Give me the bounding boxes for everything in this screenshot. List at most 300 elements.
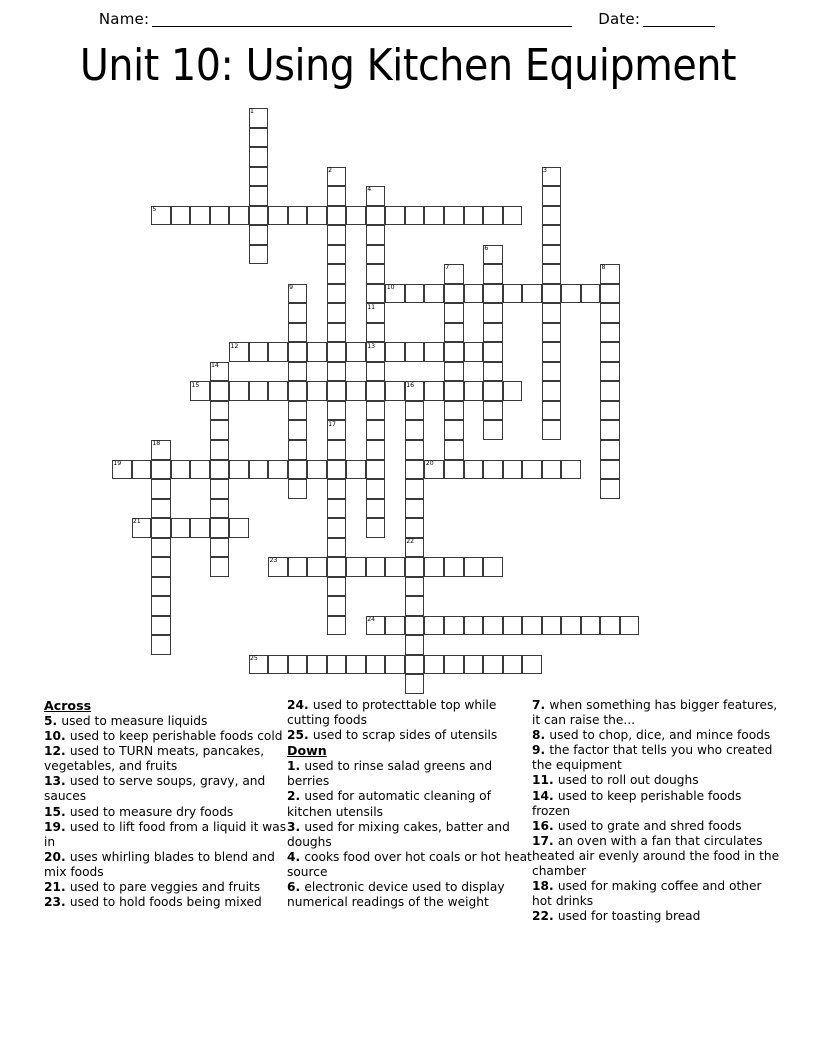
crossword-cell[interactable] [366,323,386,343]
crossword-cell[interactable] [600,401,620,421]
crossword-cell[interactable] [483,381,503,401]
clue-item [287,789,532,819]
crossword-cell[interactable] [405,460,425,480]
crossword-cell[interactable] [288,655,308,675]
crossword-cell[interactable] [444,460,464,480]
clue-text: used to keep perishable foods frozen [532,788,742,818]
crossword-clue-number: 22 [406,537,415,545]
crossword-cell[interactable] [542,342,562,362]
crossword-cell[interactable] [327,420,347,440]
crossword-cell[interactable] [366,264,386,284]
crossword-cell[interactable] [405,518,425,538]
crossword-cell[interactable] [366,557,386,577]
crossword-cell[interactable] [151,206,171,226]
crossword-cell[interactable] [249,128,269,148]
crossword-cell[interactable] [210,401,230,421]
crossword-cell[interactable] [483,206,503,226]
crossword-cell[interactable] [366,206,386,226]
crossword-cell[interactable] [307,460,327,480]
crossword-cell[interactable] [405,381,425,401]
crossword-cell[interactable] [327,167,347,187]
crossword-cell[interactable] [424,206,444,226]
crossword-cell[interactable] [288,460,308,480]
crossword-clue-number: 19 [113,459,122,467]
crossword-cell[interactable] [249,225,269,245]
crossword-cell[interactable] [542,381,562,401]
crossword-cell[interactable] [444,303,464,323]
crossword-cell[interactable] [464,557,484,577]
crossword-cell[interactable] [464,284,484,304]
crossword-cell[interactable] [542,420,562,440]
crossword-cell[interactable] [346,557,366,577]
crossword-cell[interactable] [268,206,288,226]
crossword-cell[interactable] [483,264,503,284]
crossword-cell[interactable] [542,167,562,187]
crossword-cell[interactable] [151,577,171,597]
crossword-cell[interactable] [366,440,386,460]
crossword-cell[interactable] [600,303,620,323]
crossword-cell[interactable] [307,342,327,362]
crossword-cell[interactable] [366,362,386,382]
crossword-cell[interactable] [385,342,405,362]
crossword-cell[interactable] [210,381,230,401]
crossword-cell[interactable] [268,342,288,362]
crossword-cell[interactable] [503,460,523,480]
crossword-cell[interactable] [483,655,503,675]
crossword-cell[interactable] [151,460,171,480]
clue-text: used to TURN meats, pancakes, vegetables, and fruits [44,744,265,774]
crossword-cell[interactable] [327,186,347,206]
crossword-cell[interactable] [542,616,562,636]
crossword-cell[interactable] [424,655,444,675]
crossword-clue-number: 25 [250,655,258,663]
crossword-cell[interactable] [600,264,620,284]
crossword-cell[interactable] [327,206,347,226]
crossword-cell[interactable] [112,460,132,480]
crossword-cell[interactable] [249,206,269,226]
crossword-cell[interactable] [366,381,386,401]
crossword-cell[interactable] [307,655,327,675]
name-label: Name: [98,10,150,28]
crossword-cell[interactable] [327,440,347,460]
crossword-cell[interactable] [249,167,269,187]
crossword-cell[interactable] [366,499,386,519]
clue-text: used to roll out doughs [557,773,699,788]
crossword-cell[interactable] [483,616,503,636]
crossword-cell[interactable] [483,342,503,362]
crossword-cell[interactable] [327,499,347,519]
crossword-cell[interactable] [327,655,347,675]
crossword-cell[interactable] [327,323,347,343]
crossword-cell[interactable] [268,381,288,401]
crossword-cell[interactable] [132,518,152,538]
crossword-cell[interactable] [151,518,171,538]
crossword-cell[interactable] [151,635,171,655]
crossword-cell[interactable] [366,303,386,323]
crossword-cell[interactable] [288,557,308,577]
crossword-cell[interactable] [327,342,347,362]
crossword-cell[interactable] [444,420,464,440]
crossword-cell[interactable] [600,440,620,460]
clue-text: used to lift food from a liquid it was in [44,819,287,849]
crossword-cell[interactable] [210,420,230,440]
crossword-cell[interactable] [561,460,581,480]
clue-item [44,744,287,774]
crossword-cell[interactable] [424,616,444,636]
clue-item [44,850,287,880]
crossword-cell[interactable] [464,342,484,362]
crossword-cell[interactable] [542,460,562,480]
crossword-cell[interactable] [366,401,386,421]
crossword-cell[interactable] [581,284,601,304]
clue-text: used for toasting bread [557,909,701,924]
crossword-cell[interactable] [229,518,249,538]
clue-item [532,743,780,773]
crossword-cell[interactable] [542,303,562,323]
crossword-cell[interactable] [210,557,230,577]
crossword-cell[interactable] [327,577,347,597]
crossword-cell[interactable] [288,284,308,304]
crossword-cell[interactable] [542,245,562,265]
crossword-cell[interactable] [405,635,425,655]
crossword-cell[interactable] [600,460,620,480]
clue-item [287,759,532,789]
crossword-cell[interactable] [366,616,386,636]
crossword-cell[interactable] [385,381,405,401]
crossword-cell[interactable] [503,381,523,401]
clue-item [532,834,780,879]
clue-number: 2. [287,789,305,804]
crossword-cell[interactable] [542,225,562,245]
crossword-cell[interactable] [542,284,562,304]
crossword-cell[interactable] [327,557,347,577]
crossword-cell[interactable] [483,401,503,421]
crossword-cell[interactable] [405,420,425,440]
crossword-cell[interactable] [522,616,542,636]
crossword-cell[interactable] [424,284,444,304]
crossword-cell[interactable] [151,538,171,558]
crossword-cell[interactable] [346,460,366,480]
crossword-cell[interactable] [424,460,444,480]
crossword-cell[interactable] [424,342,444,362]
crossword-cell[interactable] [366,655,386,675]
crossword-cell[interactable] [249,655,269,675]
crossword-cell[interactable] [405,655,425,675]
crossword-cell[interactable] [542,323,562,343]
crossword-cell[interactable] [327,596,347,616]
crossword-cell[interactable] [346,206,366,226]
clue-number: 5. [44,714,62,728]
crossword-clue-number: 16 [406,381,415,389]
crossword-cell[interactable] [171,518,191,538]
crossword-cell[interactable] [444,616,464,636]
crossword-cell[interactable] [229,460,249,480]
clue-lists [44,698,784,924]
crossword-cell[interactable] [307,206,327,226]
crossword-cell[interactable] [210,440,230,460]
crossword-cell[interactable] [444,323,464,343]
clue-number: 4. [287,849,305,864]
crossword-cell[interactable] [327,264,347,284]
crossword-cell[interactable] [542,401,562,421]
crossword-cell[interactable] [288,303,308,323]
crossword-cell[interactable] [229,206,249,226]
crossword-clue-number: 3 [542,166,547,174]
crossword-cell[interactable] [600,420,620,440]
crossword-cell[interactable] [249,342,269,362]
crossword-cell[interactable] [307,381,327,401]
crossword-cell[interactable] [327,245,347,265]
crossword-cell[interactable] [483,323,503,343]
crossword-cell[interactable] [405,674,425,694]
crossword-cell[interactable] [503,655,523,675]
crossword-cell[interactable] [483,557,503,577]
crossword-cell[interactable] [444,381,464,401]
crossword-cell[interactable] [249,381,269,401]
crossword-clue-number: 9 [289,283,293,291]
crossword-cell[interactable] [288,206,308,226]
crossword-cell[interactable] [190,518,210,538]
crossword-cell[interactable] [522,460,542,480]
clue-item [532,789,780,819]
crossword-cell[interactable] [210,206,230,226]
crossword-cell[interactable] [288,420,308,440]
crossword-cell[interactable] [600,362,620,382]
crossword-cell[interactable] [483,362,503,382]
crossword-cell[interactable] [151,499,171,519]
crossword-cell[interactable] [542,186,562,206]
crossword-cell[interactable] [229,381,249,401]
crossword-cell[interactable] [190,381,210,401]
crossword-cell[interactable] [366,518,386,538]
crossword-cell[interactable] [444,362,464,382]
crossword-cell[interactable] [464,616,484,636]
crossword-cell[interactable] [366,479,386,499]
crossword-cell[interactable] [385,616,405,636]
crossword-cell[interactable] [522,655,542,675]
clue-item [532,819,780,834]
crossword-cell[interactable] [366,284,386,304]
clue-item [532,773,780,788]
crossword-cell[interactable] [405,596,425,616]
crossword-cell[interactable] [327,401,347,421]
crossword-cell[interactable] [327,362,347,382]
crossword-cell[interactable] [444,342,464,362]
crossword-cell[interactable] [366,420,386,440]
crossword-cell[interactable] [249,460,269,480]
crossword-cell[interactable] [464,381,484,401]
crossword-cell[interactable] [366,460,386,480]
crossword-cell[interactable] [561,616,581,636]
crossword-cell[interactable] [503,616,523,636]
crossword-cell[interactable] [288,401,308,421]
crossword-cell[interactable] [268,557,288,577]
crossword-cell[interactable] [444,284,464,304]
crossword-cell[interactable] [385,206,405,226]
crossword-cell[interactable] [210,518,230,538]
crossword-cell[interactable] [327,460,347,480]
crossword-cell[interactable] [483,420,503,440]
crossword-cell[interactable] [249,108,269,128]
clue-number: 11. [532,773,558,788]
clue-text: used to grate and shred foods [557,818,742,833]
crossword-cell[interactable] [581,616,601,636]
crossword-cell[interactable] [327,225,347,245]
crossword-cell[interactable] [268,460,288,480]
crossword-cell[interactable] [249,186,269,206]
crossword-cell[interactable] [600,381,620,401]
crossword-cell[interactable] [249,147,269,167]
crossword-cell[interactable] [405,538,425,558]
crossword-cell[interactable] [444,655,464,675]
crossword-cell[interactable] [327,616,347,636]
crossword-cell[interactable] [424,557,444,577]
crossword-cell[interactable] [327,381,347,401]
clue-number: 19. [44,819,70,834]
crossword-cell[interactable] [132,460,152,480]
crossword-cell[interactable] [444,401,464,421]
crossword-cell[interactable] [327,479,347,499]
crossword-clue-number: 17 [328,420,336,428]
crossword-cell[interactable] [464,206,484,226]
crossword-cell[interactable] [405,616,425,636]
crossword-cell[interactable] [542,264,562,284]
crossword-cell[interactable] [327,284,347,304]
crossword-cell[interactable] [171,206,191,226]
crossword-cell[interactable] [366,225,386,245]
crossword-cell[interactable] [424,381,444,401]
crossword-cell[interactable] [210,460,230,480]
clue-text: when something has bigger features, it can raise the... [532,698,778,728]
clue-number: 24. [287,698,313,712]
crossword-cell[interactable] [229,342,249,362]
crossword-cell[interactable] [385,284,405,304]
crossword-cell[interactable] [503,284,523,304]
crossword-cell[interactable] [464,460,484,480]
crossword-cell[interactable] [366,245,386,265]
crossword-cell[interactable] [249,245,269,265]
crossword-cell[interactable] [210,479,230,499]
crossword-cell[interactable] [210,538,230,558]
crossword-cell[interactable] [151,479,171,499]
crossword-cell[interactable] [190,460,210,480]
clue-item [532,728,780,743]
crossword-cell[interactable] [483,460,503,480]
crossword-clue-number: 15 [191,381,200,389]
clue-number: 16. [532,818,558,833]
crossword-cell[interactable] [405,284,425,304]
crossword-cell[interactable] [210,499,230,519]
crossword-cell[interactable] [600,616,620,636]
crossword-cell[interactable] [405,206,425,226]
clue-item [44,729,287,744]
crossword-cell[interactable] [346,342,366,362]
crossword-cell[interactable] [366,342,386,362]
crossword-cell[interactable] [464,655,484,675]
crossword-cell[interactable] [190,206,210,226]
crossword-cell[interactable] [385,557,405,577]
crossword-clue-number: 5 [152,205,157,213]
crossword-cell[interactable] [288,479,308,499]
crossword-cell[interactable] [151,440,171,460]
crossword-cell[interactable] [288,381,308,401]
date-label: Date: [598,10,641,28]
crossword-cell[interactable] [288,323,308,343]
crossword-cell[interactable] [405,557,425,577]
crossword-cell[interactable] [542,362,562,382]
crossword-cell[interactable] [346,381,366,401]
crossword-cell[interactable] [405,440,425,460]
crossword-cell[interactable] [600,479,620,499]
page-title: Unit 10: Using Kitchen Equipment [79,40,737,91]
clue-text: used to scrap sides of utensils [312,728,498,743]
crossword-cell[interactable] [288,362,308,382]
crossword-cell[interactable] [483,284,503,304]
clue-item [287,850,532,880]
crossword-cell[interactable] [542,206,562,226]
crossword-clue-number: 6 [484,244,489,252]
clue-number: 9. [532,743,550,758]
crossword-cell[interactable] [210,362,230,382]
crossword-cell[interactable] [307,557,327,577]
clue-number: 14. [532,788,558,803]
crossword-cell[interactable] [503,206,523,226]
crossword-cell[interactable] [268,655,288,675]
crossword-cell[interactable] [346,655,366,675]
crossword-clue-number: 1 [250,108,254,116]
crossword-cell[interactable] [171,460,191,480]
crossword-cell[interactable] [600,284,620,304]
crossword-cell[interactable] [620,616,640,636]
clue-number: 13. [44,774,70,789]
crossword-cell[interactable] [288,440,308,460]
crossword-cell[interactable] [151,616,171,636]
clue-number: 25. [287,728,313,743]
crossword-cell[interactable] [600,342,620,362]
clue-text: an oven with a fan that circulates heated air evenly around the food in the chamber [532,833,780,879]
crossword-cell[interactable] [600,323,620,343]
crossword-cell[interactable] [288,342,308,362]
crossword-cell[interactable] [405,499,425,519]
clue-text: used to pare veggies and fruits [69,880,261,895]
crossword-cell[interactable] [444,557,464,577]
crossword-cell[interactable] [561,284,581,304]
crossword-cell[interactable] [522,284,542,304]
clue-item [44,714,287,729]
clue-text: used to keep perishable foods cold [69,729,283,744]
crossword-cell[interactable] [444,264,464,284]
crossword-cell[interactable] [444,440,464,460]
crossword-cell[interactable] [151,557,171,577]
crossword-cell[interactable] [366,186,386,206]
clue-text: used to measure liquids [61,714,208,728]
crossword-cell[interactable] [483,303,503,323]
crossword-cell[interactable] [405,479,425,499]
crossword-cell[interactable] [405,577,425,597]
clue-number: 21. [44,880,70,895]
crossword-cell[interactable] [327,538,347,558]
crossword-cell[interactable] [327,518,347,538]
crossword-cell[interactable] [151,596,171,616]
crossword-cell[interactable] [483,245,503,265]
crossword-cell[interactable] [444,206,464,226]
crossword-clue-number: 23 [269,557,278,565]
down-heading: Down [287,743,327,759]
crossword-cell[interactable] [405,401,425,421]
crossword-cell[interactable] [385,655,405,675]
crossword-cell[interactable] [327,303,347,323]
crossword-cell[interactable] [405,342,425,362]
